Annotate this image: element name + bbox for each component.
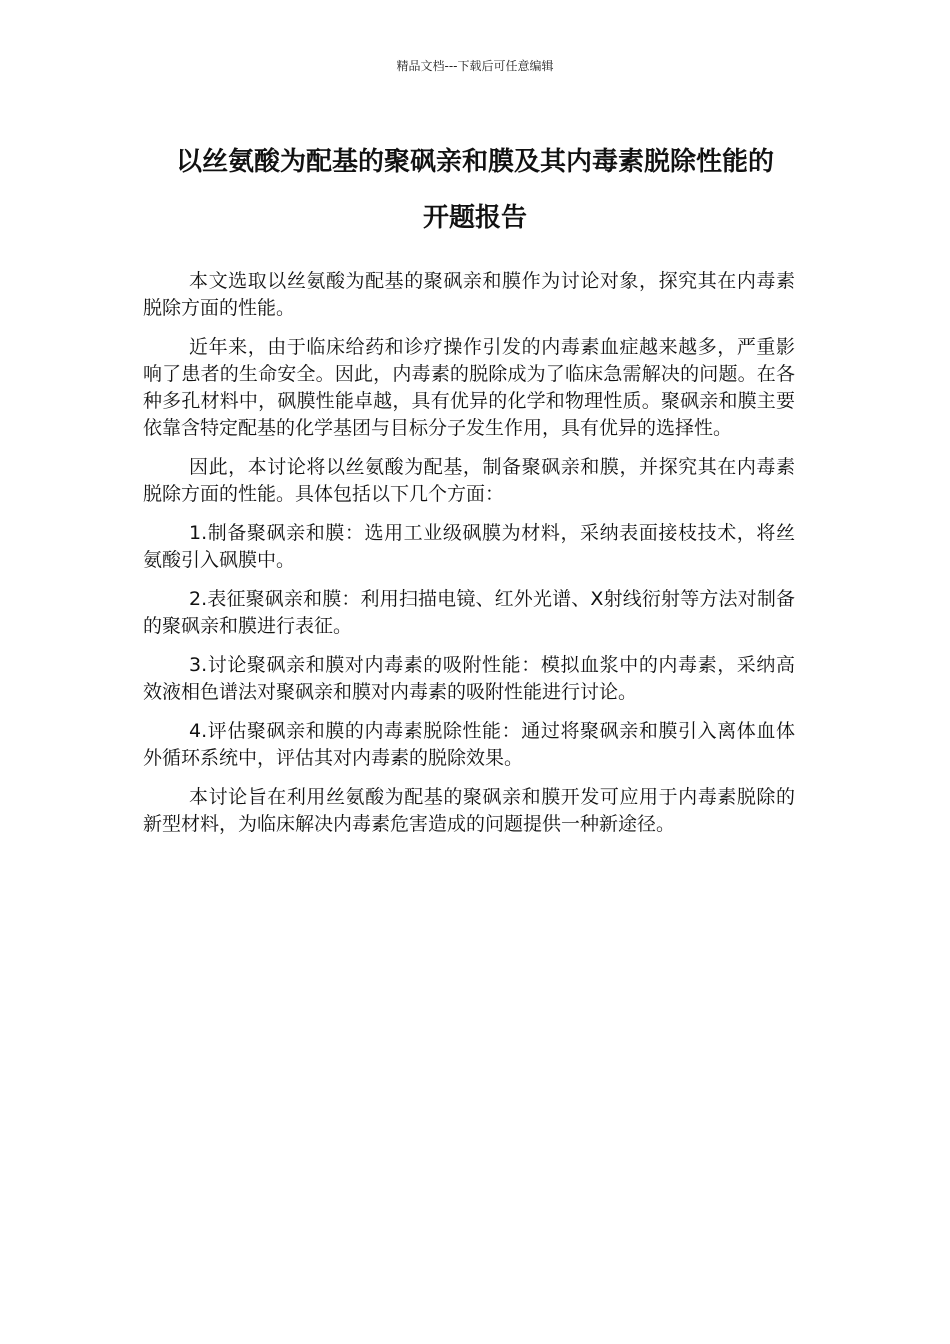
title-line-1: 以丝氨酸为配基的聚砜亲和膜及其内毒素脱除性能的 [175,147,774,177]
paragraph-background: 近年来，由于临床给药和诊疗操作引发的内毒素血症越来越多，严重影响了患者的生命安全。因此，内毒素的脱除成为了临床急需解决的问题。在各种多孔材料中，砜膜性能卓越，具有优异的化学和物理性质。聚砜亲和膜主要依靠含特定配基的化学基团与目标分子发生作用，具有优异的选择性。 [143,336,795,439]
paragraph-plan: 因此，本讨论将以丝氨酸为配基，制备聚砜亲和膜，并探究其在内毒素脱除方面的性能。具体包括以下几个方面： [143,456,795,505]
paragraph-item-4: 4.评估聚砜亲和膜的内毒素脱除性能：通过将聚砜亲和膜引入离体血体外循环系统中，评估其对内毒素的脱除效果。 [143,720,795,769]
paragraph-intro: 本文选取以丝氨酸为配基的聚砜亲和膜作为讨论对象，探究其在内毒素脱除方面的性能。 [143,270,795,319]
page-header: 精品文档---下载后可任意编辑 [396,59,554,73]
paragraph-conclusion: 本讨论旨在利用丝氨酸为配基的聚砜亲和膜开发可应用于内毒素脱除的新型材料，为临床解决内毒素危害造成的问题提供一种新途径。 [143,786,795,835]
document-title [120,134,830,246]
paragraph-item-2: 2.表征聚砜亲和膜：利用扫描电镜、红外光谱、X射线衍射等方法对制备的聚砜亲和膜进行表征。 [143,588,795,637]
paragraph-item-1: 1.制备聚砜亲和膜：选用工业级砜膜为材料，采纳表面接枝技术，将丝氨酸引入砜膜中。 [143,522,795,571]
title-line-2: 开题报告 [422,203,527,233]
paragraph-item-3: 3.讨论聚砜亲和膜对内毒素的吸附性能：模拟血浆中的内毒素，采纳高效液相色谱法对聚砜亲和膜对内毒素的吸附性能进行讨论。 [143,654,795,703]
document-body [143,268,795,850]
